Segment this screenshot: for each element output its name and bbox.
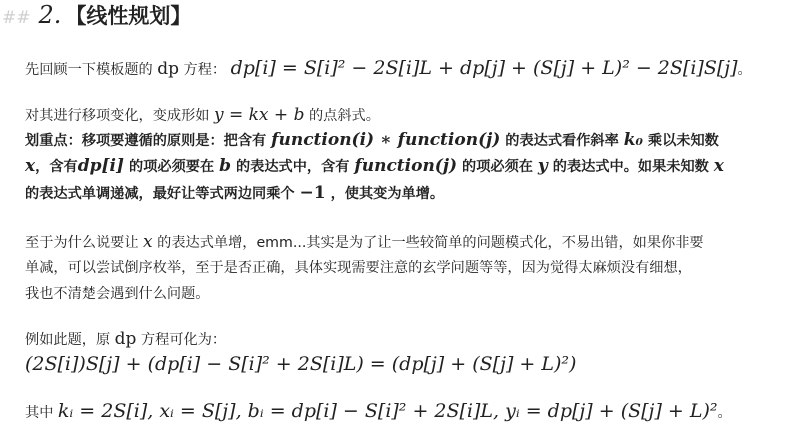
example-formula: (2S[i])S[j] + (dp[i] − S[i]² + 2S[i]L) = (dp[j] + (S[j] + L)²)	[25, 353, 577, 375]
section-heading	[2, 0, 191, 30]
emphasis-line-3: 的表达式单调递减，最好让等式两边同乘个 −1 ，使其变为单增。	[25, 183, 445, 203]
why-line-1: 至于为什么说要让 x 的表达式单增，emm...其实是为了让一些较简单的问题模式化，不易出错，如果你非要	[25, 232, 704, 252]
recall-paragraph: 先回顾一下模板题的 dp 方程： dp[i] = S[i]² − 2S[i]L + dp[j] + (S[j] + L)² − 2S[i]S[j]。	[25, 57, 752, 79]
heading-title: 【线性规划】	[65, 4, 192, 28]
why-line-3: 我也不清楚会遇到什么问题。	[25, 286, 210, 302]
heading-marker: ##	[2, 8, 31, 28]
result-formula: kᵢ = 2S[i], xᵢ = S[j], bᵢ = dp[i] − S[i]² + 2S[i]L, yᵢ = dp[j] + (S[j] + L)²	[57, 400, 718, 422]
example-line: 例如此题，原 dp 方程可化为：	[25, 329, 227, 349]
result-paragraph: 其中 kᵢ = 2S[i], xᵢ = S[j], bᵢ = dp[i] − S[i]² + 2S[i]L, yᵢ = dp[j] + (S[j] + L)²。	[25, 400, 732, 422]
heading-number: 2.	[38, 1, 62, 29]
transform-formula: y = kx + b	[213, 105, 305, 125]
emphasis-line-1: 划重点：移项要遵循的原则是：把含有 function(i) ∗ function(j) 的表达式看作斜率 k₀ 乘以未知数	[25, 130, 719, 150]
why-line-2: 单减，可以尝试倒序枚举，至于是否正确，具体实现需要注意的玄学问题等等，因为觉得太麻烦没有细想，	[25, 260, 692, 276]
emphasis-line-2: x，含有dp[i] 的项必须要在 b 的表达式中，含有 function(j) 的项必须在 y 的表达式中。如果未知数 x	[25, 156, 724, 176]
transform-paragraph: 对其进行移项变化，变成形如 y = kx + b 的点斜式。	[25, 105, 380, 125]
recall-formula: dp[i] = S[i]² − 2S[i]L + dp[j] + (S[j] + L)² − 2S[i]S[j]	[230, 57, 738, 79]
